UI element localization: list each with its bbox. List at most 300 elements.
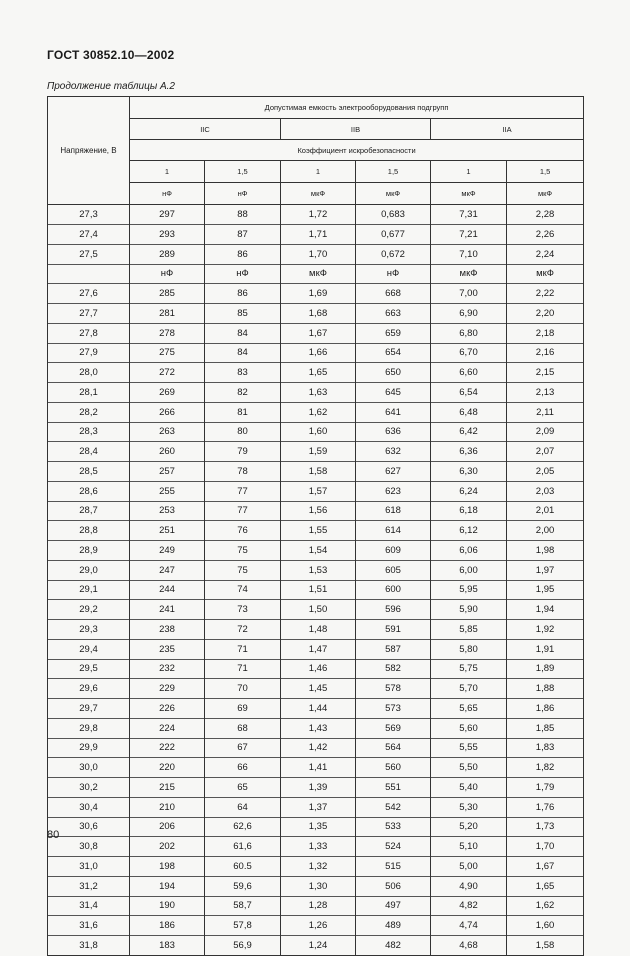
capacity-cell: 75 bbox=[205, 560, 281, 580]
capacity-cell: 249 bbox=[130, 541, 205, 561]
table-continuation-caption: Продолжение таблицы А.2 bbox=[47, 81, 175, 92]
capacity-cell: 68 bbox=[205, 718, 281, 738]
capacity-cell: 1,76 bbox=[507, 797, 584, 817]
capacity-cell: 7,10 bbox=[431, 244, 507, 264]
capacity-cell: 5,60 bbox=[431, 718, 507, 738]
capacity-cell: 605 bbox=[356, 560, 431, 580]
capacity-cell: 6,90 bbox=[431, 304, 507, 324]
capacity-cell: 506 bbox=[356, 876, 431, 896]
capacity-cell: 618 bbox=[356, 501, 431, 521]
capacity-cell: мкФ bbox=[431, 264, 507, 284]
capacity-cell: 6,80 bbox=[431, 323, 507, 343]
capacity-cell: 569 bbox=[356, 718, 431, 738]
capacity-cell: 75 bbox=[205, 541, 281, 561]
capacity-cell: 198 bbox=[130, 857, 205, 877]
table-row bbox=[48, 639, 584, 659]
table-row bbox=[48, 738, 584, 758]
voltage-cell: 30,8 bbox=[48, 837, 130, 857]
capacity-cell: 7,21 bbox=[431, 225, 507, 245]
capacity-cell: 564 bbox=[356, 738, 431, 758]
capacity-cell: 67 bbox=[205, 738, 281, 758]
voltage-cell: 30,4 bbox=[48, 797, 130, 817]
capacity-cell: 6,54 bbox=[431, 383, 507, 403]
capacity-cell: 83 bbox=[205, 363, 281, 383]
capacity-cell: 1,26 bbox=[281, 916, 356, 936]
capacity-cell: 614 bbox=[356, 521, 431, 541]
capacity-cell: нФ bbox=[130, 264, 205, 284]
capacity-cell: 5,00 bbox=[431, 857, 507, 877]
capacity-cell: 1,91 bbox=[507, 639, 584, 659]
capacity-cell: 74 bbox=[205, 580, 281, 600]
capacity-cell: 533 bbox=[356, 817, 431, 837]
capacity-cell: 650 bbox=[356, 363, 431, 383]
group-header-iic: IIC bbox=[130, 119, 281, 140]
capacity-header: Допустимая емкость электрооборудования подгрупп bbox=[130, 97, 584, 119]
capacity-cell: 257 bbox=[130, 462, 205, 482]
voltage-cell: 27,7 bbox=[48, 304, 130, 324]
table-row bbox=[48, 284, 584, 304]
capacity-cell: 482 bbox=[356, 936, 431, 956]
capacity-cell: 194 bbox=[130, 876, 205, 896]
voltage-cell: 29,1 bbox=[48, 580, 130, 600]
voltage-cell: 27,6 bbox=[48, 284, 130, 304]
capacity-cell: 6,12 bbox=[431, 521, 507, 541]
capacity-cell: 1,50 bbox=[281, 600, 356, 620]
table-row bbox=[48, 797, 584, 817]
capacity-cell: 1,88 bbox=[507, 679, 584, 699]
table-row bbox=[48, 600, 584, 620]
table-row bbox=[48, 758, 584, 778]
safety-factor-cell: 1,5 bbox=[205, 161, 281, 183]
capacity-cell: 1,73 bbox=[507, 817, 584, 837]
capacity-cell: 81 bbox=[205, 402, 281, 422]
capacity-cell: 244 bbox=[130, 580, 205, 600]
table-row bbox=[48, 560, 584, 580]
capacity-cell: 2,09 bbox=[507, 422, 584, 442]
voltage-cell: 28,2 bbox=[48, 402, 130, 422]
capacity-cell: 4,68 bbox=[431, 936, 507, 956]
capacity-cell: 0,683 bbox=[356, 205, 431, 225]
capacity-cell: 1,89 bbox=[507, 659, 584, 679]
capacity-cell: 85 bbox=[205, 304, 281, 324]
voltage-cell: 28,0 bbox=[48, 363, 130, 383]
capacity-cell: 263 bbox=[130, 422, 205, 442]
safety-factor-cell: 1 bbox=[281, 161, 356, 183]
capacity-cell: 6,24 bbox=[431, 481, 507, 501]
voltage-cell: 31,2 bbox=[48, 876, 130, 896]
voltage-cell: 29,6 bbox=[48, 679, 130, 699]
capacity-cell: 6,70 bbox=[431, 343, 507, 363]
document-title: ГОСТ 30852.10—2002 bbox=[47, 48, 175, 62]
capacity-cell: 260 bbox=[130, 442, 205, 462]
capacity-cell: 627 bbox=[356, 462, 431, 482]
capacity-cell: 183 bbox=[130, 936, 205, 956]
capacity-cell: 206 bbox=[130, 817, 205, 837]
capacity-cell: 2,13 bbox=[507, 383, 584, 403]
capacity-cell: 2,26 bbox=[507, 225, 584, 245]
capacity-cell: 1,70 bbox=[507, 837, 584, 857]
capacity-cell: 86 bbox=[205, 284, 281, 304]
table-row bbox=[48, 620, 584, 640]
voltage-cell: 27,3 bbox=[48, 205, 130, 225]
voltage-column-header: Напряжение, В bbox=[48, 97, 130, 205]
capacity-cell: 5,40 bbox=[431, 778, 507, 798]
capacity-cell: 77 bbox=[205, 501, 281, 521]
table-row bbox=[48, 402, 584, 422]
capacity-cell: 57,8 bbox=[205, 916, 281, 936]
voltage-cell: 29,4 bbox=[48, 639, 130, 659]
capacity-cell: 88 bbox=[205, 205, 281, 225]
capacity-cell: 255 bbox=[130, 481, 205, 501]
capacity-cell: 80 bbox=[205, 422, 281, 442]
table-row bbox=[48, 343, 584, 363]
capacity-cell: 210 bbox=[130, 797, 205, 817]
capacity-cell: 1,67 bbox=[281, 323, 356, 343]
capacity-cell: 71 bbox=[205, 659, 281, 679]
capacity-cell: 515 bbox=[356, 857, 431, 877]
capacity-cell: 2,01 bbox=[507, 501, 584, 521]
capacity-cell: 1,94 bbox=[507, 600, 584, 620]
capacity-cell: 641 bbox=[356, 402, 431, 422]
table-row bbox=[48, 876, 584, 896]
capacity-cell: 84 bbox=[205, 343, 281, 363]
capacity-cell: 668 bbox=[356, 284, 431, 304]
table-body bbox=[48, 205, 584, 956]
capacity-cell: 2,18 bbox=[507, 323, 584, 343]
voltage-cell: 28,5 bbox=[48, 462, 130, 482]
group-header-iib: IIB bbox=[281, 119, 431, 140]
voltage-cell: 28,6 bbox=[48, 481, 130, 501]
capacity-cell: 58,7 bbox=[205, 896, 281, 916]
capacity-cell: 1,86 bbox=[507, 699, 584, 719]
capacity-cell: 2,28 bbox=[507, 205, 584, 225]
capacity-cell: 596 bbox=[356, 600, 431, 620]
voltage-cell: 31,0 bbox=[48, 857, 130, 877]
capacity-cell: 0,672 bbox=[356, 244, 431, 264]
capacity-cell: 1,98 bbox=[507, 541, 584, 561]
voltage-cell: 31,6 bbox=[48, 916, 130, 936]
table-row bbox=[48, 422, 584, 442]
capacity-cell: нФ bbox=[205, 264, 281, 284]
capacity-cell: 1,95 bbox=[507, 580, 584, 600]
capacity-cell: 6,00 bbox=[431, 560, 507, 580]
capacity-cell: 84 bbox=[205, 323, 281, 343]
capacity-cell: 1,37 bbox=[281, 797, 356, 817]
capacity-cell: 2,22 bbox=[507, 284, 584, 304]
capacity-cell: мкФ bbox=[281, 264, 356, 284]
capacity-cell: 4,90 bbox=[431, 876, 507, 896]
capacity-cell: 1,43 bbox=[281, 718, 356, 738]
capacity-cell: 1,65 bbox=[281, 363, 356, 383]
capacity-cell: 1,70 bbox=[281, 244, 356, 264]
capacity-cell: 6,30 bbox=[431, 462, 507, 482]
capacity-cell: 1,68 bbox=[281, 304, 356, 324]
capacity-cell: 0,677 bbox=[356, 225, 431, 245]
capacity-cell: 1,83 bbox=[507, 738, 584, 758]
capacity-cell: 7,00 bbox=[431, 284, 507, 304]
table-row bbox=[48, 304, 584, 324]
capacity-cell: 1,92 bbox=[507, 620, 584, 640]
capacity-cell: 2,05 bbox=[507, 462, 584, 482]
capacity-cell: 1,48 bbox=[281, 620, 356, 640]
capacity-cell: 659 bbox=[356, 323, 431, 343]
table-row bbox=[48, 501, 584, 521]
capacity-cell: 600 bbox=[356, 580, 431, 600]
capacity-cell: 2,16 bbox=[507, 343, 584, 363]
capacity-cell: 82 bbox=[205, 383, 281, 403]
capacity-cell: 71 bbox=[205, 639, 281, 659]
table-row bbox=[48, 462, 584, 482]
voltage-cell: 27,5 bbox=[48, 244, 130, 264]
capacity-cell: 5,65 bbox=[431, 699, 507, 719]
table-row bbox=[48, 580, 584, 600]
capacity-cell: 1,47 bbox=[281, 639, 356, 659]
voltage-cell: 30,6 bbox=[48, 817, 130, 837]
capacity-cell: 247 bbox=[130, 560, 205, 580]
capacity-cell: 2,24 bbox=[507, 244, 584, 264]
capacity-cell: 269 bbox=[130, 383, 205, 403]
table-row bbox=[48, 936, 584, 956]
table-row bbox=[48, 264, 584, 284]
capacity-cell: 1,60 bbox=[507, 916, 584, 936]
table-row bbox=[48, 817, 584, 837]
capacity-cell: 1,51 bbox=[281, 580, 356, 600]
voltage-cell: 29,8 bbox=[48, 718, 130, 738]
table-row bbox=[48, 481, 584, 501]
capacity-cell: 632 bbox=[356, 442, 431, 462]
capacity-cell: 636 bbox=[356, 422, 431, 442]
safety-factor-header: Коэффициент искробезопасности bbox=[130, 140, 584, 161]
capacity-cell: 654 bbox=[356, 343, 431, 363]
capacity-cell: 1,58 bbox=[507, 936, 584, 956]
capacity-cell: 66 bbox=[205, 758, 281, 778]
capacity-cell: 591 bbox=[356, 620, 431, 640]
table-row bbox=[48, 916, 584, 936]
voltage-cell: 29,0 bbox=[48, 560, 130, 580]
capacity-cell: 6,60 bbox=[431, 363, 507, 383]
capacity-cell: 1,32 bbox=[281, 857, 356, 877]
capacity-cell: 2,03 bbox=[507, 481, 584, 501]
voltage-cell: 31,8 bbox=[48, 936, 130, 956]
capacitance-table bbox=[47, 96, 584, 956]
voltage-cell: 28,8 bbox=[48, 521, 130, 541]
capacity-cell: 1,28 bbox=[281, 896, 356, 916]
table-row bbox=[48, 383, 584, 403]
unit-cell: мкФ bbox=[431, 183, 507, 205]
table-row bbox=[48, 541, 584, 561]
capacity-cell: 2,00 bbox=[507, 521, 584, 541]
capacity-cell: 5,50 bbox=[431, 758, 507, 778]
capacity-cell: 623 bbox=[356, 481, 431, 501]
safety-factor-cell: 1 bbox=[130, 161, 205, 183]
table-header bbox=[48, 97, 584, 205]
capacity-cell: 77 bbox=[205, 481, 281, 501]
capacity-cell: 1,42 bbox=[281, 738, 356, 758]
capacity-cell: 1,30 bbox=[281, 876, 356, 896]
capacity-cell: 6,36 bbox=[431, 442, 507, 462]
capacity-cell: 297 bbox=[130, 205, 205, 225]
capacity-cell: 61,6 bbox=[205, 837, 281, 857]
table-row bbox=[48, 699, 584, 719]
capacity-cell: 1,55 bbox=[281, 521, 356, 541]
table-row bbox=[48, 363, 584, 383]
unit-cell: мкФ bbox=[356, 183, 431, 205]
capacity-cell: 69 bbox=[205, 699, 281, 719]
capacity-cell: 1,46 bbox=[281, 659, 356, 679]
capacity-cell: 281 bbox=[130, 304, 205, 324]
capacity-cell: 1,63 bbox=[281, 383, 356, 403]
capacity-cell: 1,24 bbox=[281, 936, 356, 956]
capacity-cell: 2,11 bbox=[507, 402, 584, 422]
group-header-iia: IIA bbox=[431, 119, 584, 140]
unit-cell: нФ bbox=[130, 183, 205, 205]
capacity-cell: 62,6 bbox=[205, 817, 281, 837]
capacity-cell: 551 bbox=[356, 778, 431, 798]
table-row bbox=[48, 778, 584, 798]
voltage-cell: 28,3 bbox=[48, 422, 130, 442]
voltage-cell: 28,7 bbox=[48, 501, 130, 521]
capacity-cell: 1,62 bbox=[281, 402, 356, 422]
capacity-cell: 235 bbox=[130, 639, 205, 659]
voltage-cell: 29,5 bbox=[48, 659, 130, 679]
capacity-cell: 1,39 bbox=[281, 778, 356, 798]
capacity-cell: 59,6 bbox=[205, 876, 281, 896]
capacity-cell: 582 bbox=[356, 659, 431, 679]
capacity-cell: 1,97 bbox=[507, 560, 584, 580]
capacity-cell: 76 bbox=[205, 521, 281, 541]
capacity-cell: 293 bbox=[130, 225, 205, 245]
voltage-cell: 27,9 bbox=[48, 343, 130, 363]
capacity-cell: 1,58 bbox=[281, 462, 356, 482]
capacity-cell: 86 bbox=[205, 244, 281, 264]
capacity-cell: 1,35 bbox=[281, 817, 356, 837]
capacity-cell: 73 bbox=[205, 600, 281, 620]
capacity-cell: 1,41 bbox=[281, 758, 356, 778]
capacity-cell: 4,82 bbox=[431, 896, 507, 916]
table-row bbox=[48, 718, 584, 738]
table-row bbox=[48, 679, 584, 699]
capacity-cell: 78 bbox=[205, 462, 281, 482]
capacity-cell: 202 bbox=[130, 837, 205, 857]
capacity-cell: 220 bbox=[130, 758, 205, 778]
capacity-cell: 226 bbox=[130, 699, 205, 719]
capacity-cell: 1,66 bbox=[281, 343, 356, 363]
voltage-cell bbox=[48, 264, 130, 284]
capacity-cell: 5,90 bbox=[431, 600, 507, 620]
capacity-cell: 56,9 bbox=[205, 936, 281, 956]
voltage-cell: 29,3 bbox=[48, 620, 130, 640]
capacity-cell: 229 bbox=[130, 679, 205, 699]
capacity-cell: 251 bbox=[130, 521, 205, 541]
capacity-cell: 7,31 bbox=[431, 205, 507, 225]
capacity-cell: 278 bbox=[130, 323, 205, 343]
capacity-cell: 663 bbox=[356, 304, 431, 324]
capacity-cell: 2,07 bbox=[507, 442, 584, 462]
capacity-cell: 1,62 bbox=[507, 896, 584, 916]
capacity-cell: 609 bbox=[356, 541, 431, 561]
capacity-cell: 222 bbox=[130, 738, 205, 758]
capacity-cell: 6,06 bbox=[431, 541, 507, 561]
safety-factor-cell: 1 bbox=[431, 161, 507, 183]
capacity-cell: 560 bbox=[356, 758, 431, 778]
capacity-cell: 1,59 bbox=[281, 442, 356, 462]
unit-cell: мкФ bbox=[507, 183, 584, 205]
capacity-cell: 1,85 bbox=[507, 718, 584, 738]
capacity-cell: 65 bbox=[205, 778, 281, 798]
table-row bbox=[48, 244, 584, 264]
voltage-cell: 29,2 bbox=[48, 600, 130, 620]
voltage-cell: 27,4 bbox=[48, 225, 130, 245]
safety-factor-cell: 1,5 bbox=[507, 161, 584, 183]
table-row bbox=[48, 659, 584, 679]
capacity-cell: 253 bbox=[130, 501, 205, 521]
capacity-cell: нФ bbox=[356, 264, 431, 284]
voltage-cell: 28,4 bbox=[48, 442, 130, 462]
capacity-cell: 1,60 bbox=[281, 422, 356, 442]
table-row bbox=[48, 837, 584, 857]
capacity-cell: 1,57 bbox=[281, 481, 356, 501]
capacity-cell: 275 bbox=[130, 343, 205, 363]
capacity-cell: 587 bbox=[356, 639, 431, 659]
capacity-cell: 215 bbox=[130, 778, 205, 798]
capacity-cell: 497 bbox=[356, 896, 431, 916]
capacity-cell: 2,15 bbox=[507, 363, 584, 383]
unit-cell: нФ bbox=[205, 183, 281, 205]
capacity-cell: 5,85 bbox=[431, 620, 507, 640]
capacity-cell: 6,42 bbox=[431, 422, 507, 442]
capacity-cell: 524 bbox=[356, 837, 431, 857]
capacity-cell: 1,45 bbox=[281, 679, 356, 699]
capacity-cell: 70 bbox=[205, 679, 281, 699]
capacity-cell: 1,82 bbox=[507, 758, 584, 778]
capacity-cell: 1,44 bbox=[281, 699, 356, 719]
capacity-cell: 1,65 bbox=[507, 876, 584, 896]
capacity-cell: 4,74 bbox=[431, 916, 507, 936]
voltage-cell: 30,0 bbox=[48, 758, 130, 778]
table-row bbox=[48, 323, 584, 343]
capacity-cell: 578 bbox=[356, 679, 431, 699]
capacity-cell: 186 bbox=[130, 916, 205, 936]
voltage-cell: 28,9 bbox=[48, 541, 130, 561]
capacity-cell: 1,54 bbox=[281, 541, 356, 561]
capacity-cell: 5,20 bbox=[431, 817, 507, 837]
capacity-cell: 60.5 bbox=[205, 857, 281, 877]
table-row bbox=[48, 442, 584, 462]
capacity-cell: 5,70 bbox=[431, 679, 507, 699]
capacity-cell: 5,30 bbox=[431, 797, 507, 817]
capacity-cell: 5,95 bbox=[431, 580, 507, 600]
capacity-cell: 542 bbox=[356, 797, 431, 817]
capacity-cell: 645 bbox=[356, 383, 431, 403]
capacity-cell: 1,71 bbox=[281, 225, 356, 245]
table-row bbox=[48, 857, 584, 877]
capacity-cell: 241 bbox=[130, 600, 205, 620]
capacity-cell: мкФ bbox=[507, 264, 584, 284]
capacity-cell: 5,75 bbox=[431, 659, 507, 679]
capacity-cell: 190 bbox=[130, 896, 205, 916]
capacity-cell: 5,80 bbox=[431, 639, 507, 659]
table-row bbox=[48, 225, 584, 245]
capacity-cell: 6,18 bbox=[431, 501, 507, 521]
capacity-cell: 79 bbox=[205, 442, 281, 462]
capacity-cell: 238 bbox=[130, 620, 205, 640]
capacity-cell: 289 bbox=[130, 244, 205, 264]
voltage-cell: 31,4 bbox=[48, 896, 130, 916]
capacity-cell: 1,72 bbox=[281, 205, 356, 225]
voltage-cell: 30,2 bbox=[48, 778, 130, 798]
table-row bbox=[48, 205, 584, 225]
capacity-cell: 1,67 bbox=[507, 857, 584, 877]
